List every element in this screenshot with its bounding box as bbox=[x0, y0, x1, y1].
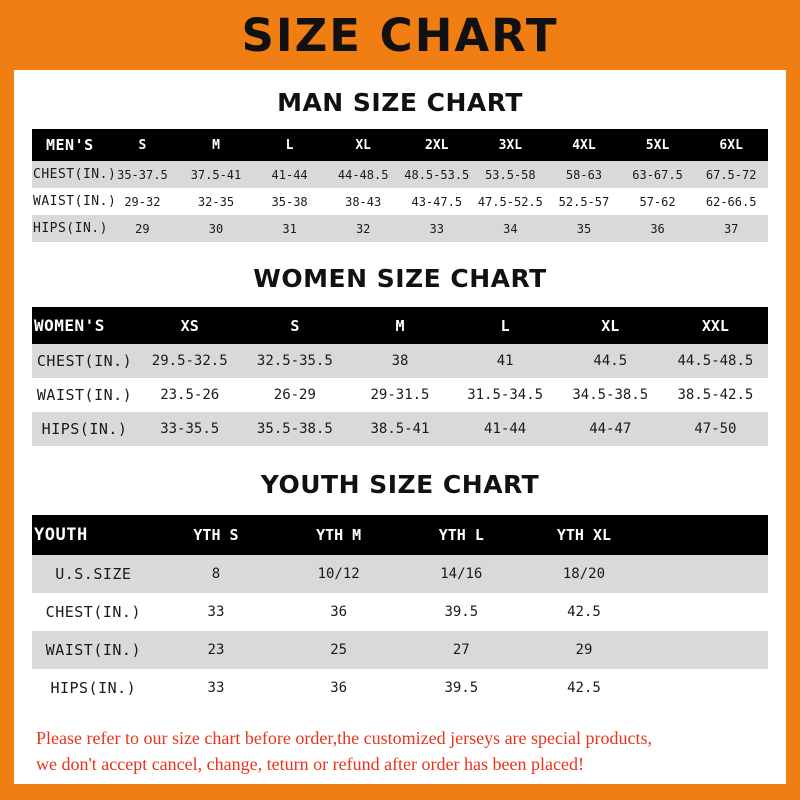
table-cell: 32-35 bbox=[197, 194, 235, 209]
table-cell: 41-44 bbox=[484, 421, 527, 437]
table-row bbox=[32, 412, 768, 446]
table-cell: 33 bbox=[207, 604, 225, 620]
table-cell: 44.5-48.5 bbox=[677, 353, 754, 369]
man-header-m: M bbox=[212, 137, 220, 153]
youth-table-body bbox=[32, 555, 768, 707]
table-cell: 63-67.5 bbox=[632, 167, 683, 182]
note-line-2: we don't accept cancel, change, teturn or refund after order has been placed! bbox=[36, 754, 584, 775]
table-cell: 31.5-34.5 bbox=[467, 387, 544, 403]
man-size-table bbox=[32, 129, 768, 242]
table-row bbox=[32, 669, 768, 707]
table-cell: 44.5 bbox=[593, 353, 628, 369]
youth-header-m: YTH M bbox=[316, 526, 362, 544]
man-header-s: S bbox=[138, 137, 147, 153]
women-row-label-hips: HIPS(IN.) bbox=[41, 420, 128, 438]
table-cell bbox=[645, 669, 768, 707]
table-row bbox=[32, 344, 768, 378]
man-table-header bbox=[32, 129, 768, 161]
man-header-4xl: 4XL bbox=[572, 137, 596, 153]
table-cell: 38 bbox=[391, 353, 409, 369]
table-cell: 52.5-57 bbox=[558, 194, 610, 209]
table-cell: 36 bbox=[650, 221, 665, 236]
women-header-xxl: XXL bbox=[701, 316, 729, 335]
table-cell: 58-63 bbox=[565, 167, 603, 182]
man-header-5xl: 5XL bbox=[645, 137, 670, 153]
table-cell: 57-62 bbox=[639, 194, 676, 209]
table-cell: 36 bbox=[330, 680, 348, 696]
table-header-row bbox=[32, 307, 768, 344]
table-cell: 32.5-35.5 bbox=[256, 353, 333, 369]
table-cell: 53.5-58 bbox=[485, 167, 536, 182]
man-row-label-hips: HIPS(IN.) bbox=[33, 221, 108, 236]
table-cell: 34 bbox=[503, 221, 518, 236]
table-cell: 25 bbox=[330, 642, 348, 658]
table-cell bbox=[645, 631, 768, 669]
table-cell bbox=[645, 593, 768, 631]
page-banner bbox=[0, 0, 800, 70]
table-cell: 38.5-42.5 bbox=[677, 387, 754, 403]
man-section-title: MAN SIZE CHART bbox=[277, 88, 523, 117]
man-header-6xl: 6XL bbox=[719, 137, 743, 153]
youth-table-header bbox=[32, 515, 768, 555]
youth-header-spacer bbox=[645, 515, 768, 555]
table-row bbox=[32, 161, 768, 188]
women-section-title: WOMEN SIZE CHART bbox=[253, 264, 547, 293]
table-cell: 29-32 bbox=[124, 194, 161, 209]
table-cell: 43-47.5 bbox=[411, 194, 463, 209]
table-cell: 26-29 bbox=[273, 387, 316, 403]
women-table-body bbox=[32, 344, 768, 446]
table-cell: 42.5 bbox=[567, 680, 601, 696]
table-cell: 48.5-53.5 bbox=[404, 167, 470, 182]
man-row-label-chest: CHEST(IN.) bbox=[33, 167, 117, 182]
women-header-xs: XS bbox=[180, 316, 199, 335]
table-cell: 41 bbox=[496, 353, 514, 369]
table-cell: 44-47 bbox=[589, 421, 632, 437]
table-cell: 30 bbox=[208, 221, 224, 236]
women-size-table bbox=[32, 307, 768, 446]
table-cell: 18/20 bbox=[562, 566, 606, 582]
table-cell: 8 bbox=[211, 566, 221, 582]
women-header-s: S bbox=[290, 316, 300, 335]
table-cell: 44-48.5 bbox=[337, 167, 389, 182]
women-header-label: WOMEN'S bbox=[34, 316, 105, 335]
man-header-2xl: 2XL bbox=[425, 137, 449, 153]
table-cell: 39.5 bbox=[444, 604, 479, 620]
table-cell: 14/16 bbox=[440, 566, 483, 582]
table-row bbox=[32, 555, 768, 593]
table-cell: 35-37.5 bbox=[117, 167, 168, 182]
table-cell: 29-31.5 bbox=[370, 387, 430, 403]
youth-row-label-hips: HIPS(IN.) bbox=[50, 679, 137, 697]
women-row-label-waist: WAIST(IN.) bbox=[36, 386, 133, 404]
note-line-1: Please refer to our size chart before order,the customized jerseys are special products, bbox=[36, 728, 653, 748]
table-cell: 31 bbox=[282, 221, 297, 236]
table-cell bbox=[645, 555, 768, 593]
order-policy-note bbox=[32, 725, 768, 777]
man-header-xl: XL bbox=[355, 137, 371, 153]
table-cell: 33-35.5 bbox=[160, 421, 220, 437]
table-cell: 35-38 bbox=[271, 194, 308, 209]
table-cell: 41-44 bbox=[271, 167, 308, 182]
youth-section-title: YOUTH SIZE CHART bbox=[260, 470, 540, 499]
table-header-row bbox=[32, 129, 768, 161]
youth-header-xl: YTH XL bbox=[556, 526, 612, 544]
table-cell: 36 bbox=[330, 604, 348, 620]
table-cell: 39.5 bbox=[444, 680, 479, 696]
table-cell: 35 bbox=[576, 221, 592, 236]
table-cell: 23.5-26 bbox=[160, 387, 220, 403]
table-cell: 42.5 bbox=[567, 604, 601, 620]
women-header-xl: XL bbox=[601, 316, 620, 335]
table-cell: 29.5-32.5 bbox=[151, 353, 228, 369]
table-cell: 10/12 bbox=[317, 566, 360, 582]
chart-content bbox=[14, 88, 786, 777]
table-cell: 67.5-72 bbox=[705, 167, 757, 182]
table-cell: 38.5-41 bbox=[370, 421, 430, 437]
man-table-body bbox=[32, 161, 768, 242]
youth-header-s: YTH S bbox=[193, 526, 239, 544]
table-cell: 34.5-38.5 bbox=[572, 387, 649, 403]
youth-header-l: YTH L bbox=[438, 526, 484, 544]
table-cell: 47.5-52.5 bbox=[477, 194, 543, 209]
table-cell: 29 bbox=[575, 642, 593, 658]
man-row-label-waist: WAIST(IN.) bbox=[33, 194, 117, 209]
table-cell: 35.5-38.5 bbox=[256, 421, 333, 437]
man-header-l: L bbox=[285, 137, 294, 153]
table-cell: 38-43 bbox=[345, 194, 382, 209]
table-cell: 37.5-41 bbox=[190, 167, 242, 182]
women-header-l: L bbox=[500, 316, 510, 335]
table-cell: 37 bbox=[723, 221, 739, 236]
table-row bbox=[32, 215, 768, 242]
table-cell: 23 bbox=[207, 642, 225, 658]
youth-size-table bbox=[32, 515, 768, 707]
youth-header-label: YOUTH bbox=[34, 525, 88, 545]
table-header-row bbox=[32, 515, 768, 555]
man-header-3xl: 3XL bbox=[498, 137, 523, 153]
table-row bbox=[32, 188, 768, 215]
table-cell: 33 bbox=[429, 221, 444, 236]
youth-row-label-ussize: U.S.SIZE bbox=[55, 565, 132, 583]
table-cell: 47-50 bbox=[694, 421, 737, 437]
table-row bbox=[32, 631, 768, 669]
table-cell: 33 bbox=[207, 680, 225, 696]
youth-row-label-chest: CHEST(IN.) bbox=[45, 603, 141, 621]
footer-accent-bar bbox=[14, 784, 786, 800]
women-table-header bbox=[32, 307, 768, 344]
man-header-label: MEN'S bbox=[46, 136, 94, 154]
women-header-m: M bbox=[395, 316, 405, 335]
table-cell: 29 bbox=[135, 221, 150, 236]
table-cell: 62-66.5 bbox=[705, 194, 757, 209]
table-cell: 32 bbox=[355, 221, 371, 236]
table-row bbox=[32, 593, 768, 631]
table-cell: 27 bbox=[452, 642, 470, 658]
women-row-label-chest: CHEST(IN.) bbox=[36, 352, 133, 370]
page-title: SIZE CHART bbox=[241, 8, 559, 62]
youth-row-label-waist: WAIST(IN.) bbox=[45, 641, 141, 659]
table-row bbox=[32, 378, 768, 412]
